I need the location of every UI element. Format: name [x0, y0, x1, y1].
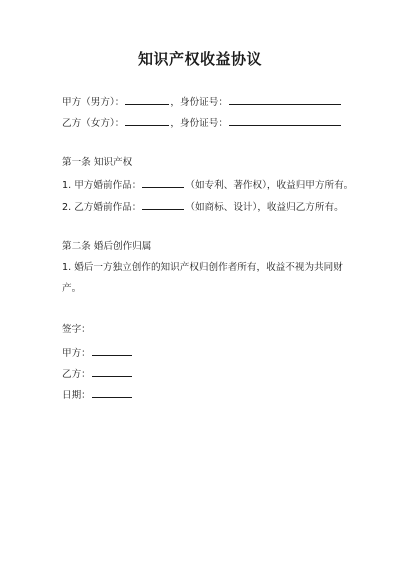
article1-item1-suffix: （如专利、著作权），收益归甲方所有。 — [185, 180, 354, 191]
party-a-id-label: ，身份证号： — [170, 97, 228, 108]
article1-item2-suffix: （如商标、设计），收益归乙方所有。 — [185, 202, 344, 213]
party-a-id-blank[interactable] — [229, 94, 341, 105]
party-b-id-blank[interactable] — [229, 115, 341, 126]
article1-item2-number: 2. — [62, 202, 72, 213]
party-a-line — [62, 94, 342, 110]
article2-item1-line1: 1. 婚后一方独立创作的知识产权归创作者所有，收益不视为共同财 — [62, 262, 343, 273]
article1-item2-prefix: 乙方婚前作品： — [74, 202, 142, 213]
article1-heading: 第一条 知识产权 — [62, 157, 133, 168]
article1-item2-blank[interactable] — [142, 199, 184, 210]
party-b-id-label: ，身份证号： — [170, 118, 228, 129]
sign-heading: 签字： — [62, 324, 91, 335]
party-b-label: 乙方（女方）： — [62, 118, 125, 129]
sign-party-a — [62, 345, 133, 361]
party-b-name-blank[interactable] — [125, 115, 169, 126]
party-a-name-blank[interactable] — [125, 94, 169, 105]
article1-item1-number: 1. — [62, 180, 72, 191]
article2-item1-line2: 产。 — [62, 283, 82, 294]
party-b-line — [62, 115, 342, 131]
article1-item1-prefix: 甲方婚前作品： — [74, 180, 142, 191]
article1-item1 — [62, 177, 353, 193]
sign-party-a-label: 甲方： — [62, 348, 91, 359]
party-a-label: 甲方（男方）： — [62, 97, 125, 108]
article1-item2 — [62, 199, 344, 215]
sign-date-blank[interactable] — [92, 387, 132, 398]
sign-date — [62, 387, 133, 403]
article1-item1-blank[interactable] — [142, 177, 184, 188]
sign-party-b-label: 乙方： — [62, 369, 91, 380]
article2-heading: 第二条 婚后创作归属 — [62, 241, 152, 252]
sign-party-b — [62, 366, 133, 382]
sign-party-a-blank[interactable] — [92, 345, 132, 356]
sign-date-label: 日期： — [62, 390, 91, 401]
sign-party-b-blank[interactable] — [92, 366, 132, 377]
document-title: 知识产权收益协议 — [137, 50, 262, 68]
